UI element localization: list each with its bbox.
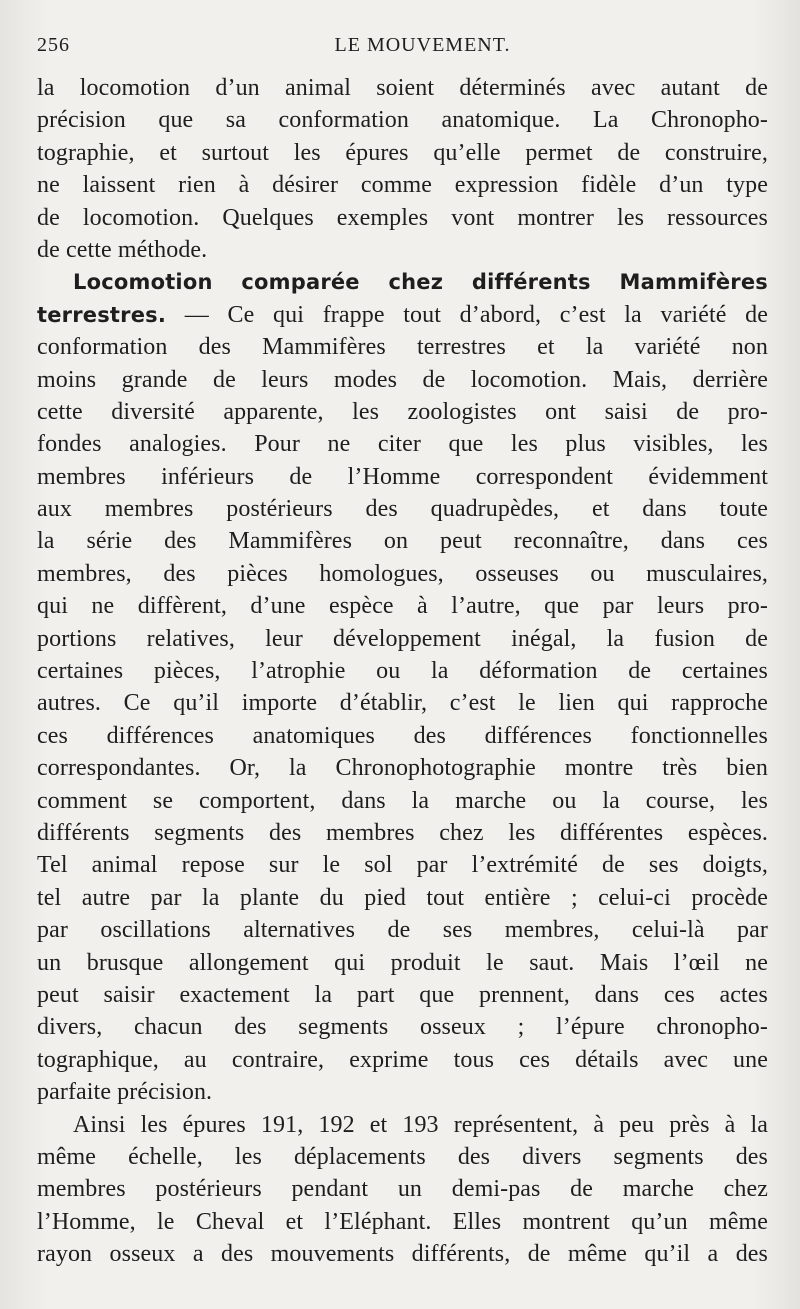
text-line: Ainsi les épures 191, 192 et 193 représentent, à peu près à la: [73, 1111, 768, 1138]
text-line: l’Homme, le Cheval et l’Eléphant. Elles montrent qu’un même: [37, 1208, 768, 1235]
paragraph-epures: [37, 1109, 768, 1271]
text-line: ces différences anatomiques des différences fonctionnelles: [37, 722, 768, 749]
text-line: fondes analogies. Pour ne citer que les plus visibles, les: [37, 431, 768, 458]
section-heading: Locomotion comparée chez différents Mammifères: [73, 270, 768, 295]
running-title: LE MOUVEMENT.: [334, 34, 511, 56]
text-line: portions relatives, leur développement inégal, la fusion de: [37, 625, 768, 652]
heading-line: [37, 266, 768, 298]
text-line: moins grande de leurs modes de locomotion. Mais, derrière: [37, 366, 768, 393]
body-text: [37, 72, 768, 1270]
text-line: la série des Mammifères on peut reconnaître, dans ces: [37, 528, 768, 555]
text-line: par oscillations alternatives de ses membres, celui-là par: [37, 917, 768, 944]
text-line: divers, chacun des segments osseux ; l’épure chronopho-: [37, 1014, 768, 1041]
text-line: autres. Ce qu’il importe d’établir, c’est le lien qui rapproche: [37, 690, 768, 717]
text-line: qui ne diffèrent, d’une espèce à l’autre, que par leurs pro-: [37, 593, 768, 620]
text-line: peut saisir exactement la part que prennent, dans ces actes: [37, 981, 768, 1008]
text-line: correspondantes. Or, la Chronophotographie montre très bien: [37, 755, 768, 782]
text-line: cette diversité apparente, les zoologistes ont saisi de pro-: [37, 398, 768, 425]
text-line: certaines pièces, l’atrophie ou la déformation de certaines: [37, 658, 768, 685]
text-line: de locomotion. Quelques exemples vont montrer les ressources: [37, 204, 768, 231]
page-header: [37, 0, 768, 64]
text-run: — Ce qui frappe tout d’abord, c’est la variété de: [166, 301, 768, 328]
text-line: de cette méthode.: [37, 236, 208, 263]
text-line: comment se comportent, dans la marche ou la course, les: [37, 787, 768, 814]
text-line: tel autre par la plante du pied tout entière ; celui-ci procède: [37, 884, 768, 911]
text-line: membres postérieurs pendant un demi-pas de marche chez: [37, 1176, 768, 1203]
text-line: tographique, au contraire, exprime tous ces détails avec une: [37, 1046, 768, 1073]
text-line: ne laissent rien à désirer comme expression fidèle d’un type: [37, 172, 768, 199]
text-line: tographie, et surtout les épures qu’elle permet de construire,: [37, 139, 768, 166]
paragraph-continuation: [37, 72, 768, 266]
text-line: aux membres postérieurs des quadrupèdes, et dans toute: [37, 496, 768, 523]
section-heading-end: terrestres.: [37, 302, 167, 327]
text-line: précision que sa conformation anatomique. La Chronopho-: [37, 107, 768, 134]
text-line: un brusque allongement qui produit le saut. Mais l’œil ne: [37, 949, 768, 976]
text-line: [37, 299, 768, 331]
text-line: membres, des pièces homologues, osseuses ou musculaires,: [37, 560, 768, 587]
text-line: même échelle, les déplacements des divers segments des: [37, 1143, 768, 1170]
text-line: conformation des Mammifères terrestres et la variété non: [37, 334, 768, 361]
text-line: parfaite précision.: [37, 1079, 213, 1106]
page-number: 256: [37, 34, 70, 56]
text-line: membres inférieurs de l’Homme correspondent évidemment: [37, 463, 768, 490]
text-line: rayon osseux a des mouvements différents, de même qu’il a des: [37, 1241, 768, 1268]
paragraph-locomotion: [37, 266, 768, 1108]
text-line: différents segments des membres chez les différentes espèces.: [37, 819, 768, 846]
text-line: la locomotion d’un animal soient déterminés avec autant de: [37, 75, 768, 101]
text-line: Tel animal repose sur le sol par l’extrémité de ses doigts,: [37, 852, 768, 879]
